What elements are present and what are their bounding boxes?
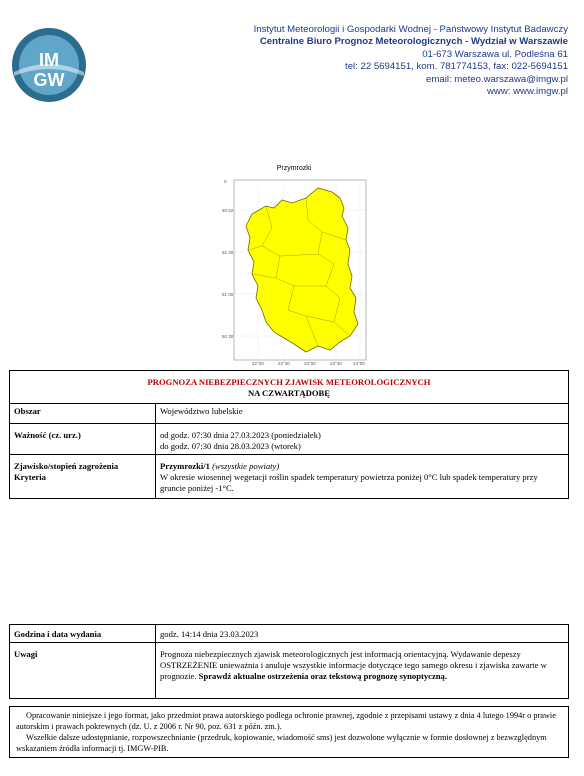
phenomenon-value <box>156 455 569 499</box>
map-x-tick: 22°00 <box>252 361 264 366</box>
notes-value <box>156 643 569 699</box>
copyright-footer <box>9 706 569 758</box>
logo-text-top: IM <box>39 50 59 70</box>
map-y-tick: 51 00 <box>222 292 234 297</box>
address: 01-673 Warszawa ul. Podleśna 61 <box>422 48 568 60</box>
logo-text-bottom: GW <box>33 70 65 90</box>
warning-title-line1: PROGNOZA NIEBEZPIECZNYCH ZJAWISK METEOROLOGICZNYCH <box>147 377 431 387</box>
notes-label: Uwagi <box>10 643 156 699</box>
map-y-tick: 50 52 <box>222 208 234 213</box>
area-label: Obszar <box>10 404 156 424</box>
map-x-tick: 23°00 <box>304 361 316 366</box>
phenomenon-name: Przymrozki/1 <box>160 461 210 471</box>
notes-text: Prognoza niebezpiecznych zjawisk meteorologicznych jest informacją orientacyjną. Wydawanie depeszy OSTRZEŻENIE unieważnia i anuluje wszystkie informacje dotyczące tego samego okresu i zjawiska zawarte w prognozie. <box>160 649 547 681</box>
phenomenon-description: W okresie wiosennej wegetacji roślin spadek temperatury powietrza poniżej 0°C lub spadek temperatury przy gruncie poniżej -1°C. <box>160 472 538 493</box>
copyright-paragraph-1: Opracowanie niniejsze i jego format, jako przedmiot prawa autorskiego podlega ochronie prawnej, zgodnie z przepisami ustawy z dnia 4 lutego 1994r o prawie autorskim i prawach pokrewnych (dz. U. z 2006 r. Nr 90, poz. 631 z późn. zm.). <box>16 711 556 731</box>
institute-name: Instytut Meteorologii i Gospodarki Wodnej - Państwowy Instytut Badawczy <box>253 24 568 35</box>
website: www: www.imgw.pl <box>486 86 568 98</box>
warning-table <box>9 370 569 499</box>
warning-title <box>10 371 569 404</box>
map-y-tick: 51 30 <box>222 250 234 255</box>
imgw-logo <box>10 26 88 104</box>
map-x-tick: 23°30 <box>330 361 342 366</box>
phenomenon-label-1: Zjawisko/stopień zagrożenia <box>14 461 119 471</box>
map-x-tick: 22°30 <box>278 361 290 366</box>
phenomenon-label <box>10 455 156 499</box>
notes-bold: Sprawdź aktualne ostrzeżenia oraz tekstową prognozę synoptyczną. <box>198 671 447 681</box>
map-title: Przymrozki <box>276 165 312 172</box>
email: email: meteo.warszawa@imgw.pl <box>426 73 568 85</box>
warning-title-line2: NA CZWARTĄDOBĘ <box>247 388 331 398</box>
copyright-paragraph-2: Wszelkie dalsze udostępnianie, rozpowszechnianie (przedruk, kopiowanie, wiadomość sms) jest dozwolone wyłącznie w formie dosłownej z bezwzględnym wskazaniem źródła informacji tj. IMGW-PIB. <box>16 733 547 753</box>
validity-value <box>156 424 569 455</box>
map-x-tick: 24°00 <box>353 361 365 366</box>
issue-time-value: godz. 14:14 dnia 23.03.2023 <box>156 625 569 643</box>
validity-label: Ważność (cz. urz.) <box>10 424 156 455</box>
department-name: Centralne Biuro Prognoz Meteorologicznych - Wydział w Warszawie <box>259 36 568 48</box>
validity-from: od godz. 07:30 dnia 27.03.2023 (poniedziałek) <box>160 430 321 440</box>
issue-table <box>9 624 569 699</box>
phone: tel: 22 5694151, kom. 781774153, fax: 022-5694151 <box>345 61 568 73</box>
map-y-tick: 50 30 <box>222 334 234 339</box>
phenomenon-label-2: Kryteria <box>14 472 46 482</box>
institute-header <box>188 24 568 98</box>
issue-time-label: Godzina i data wydania <box>10 625 156 643</box>
phenomenon-scope: (wszystkie powiaty) <box>212 461 280 471</box>
voivodeship-map <box>222 176 370 366</box>
area-value: Województwo lubelskie <box>156 404 569 424</box>
map-y-tick: 0 <box>224 179 227 184</box>
validity-to: do godz. 07:30 dnia 28.03.2023 (wtorek) <box>160 441 301 451</box>
